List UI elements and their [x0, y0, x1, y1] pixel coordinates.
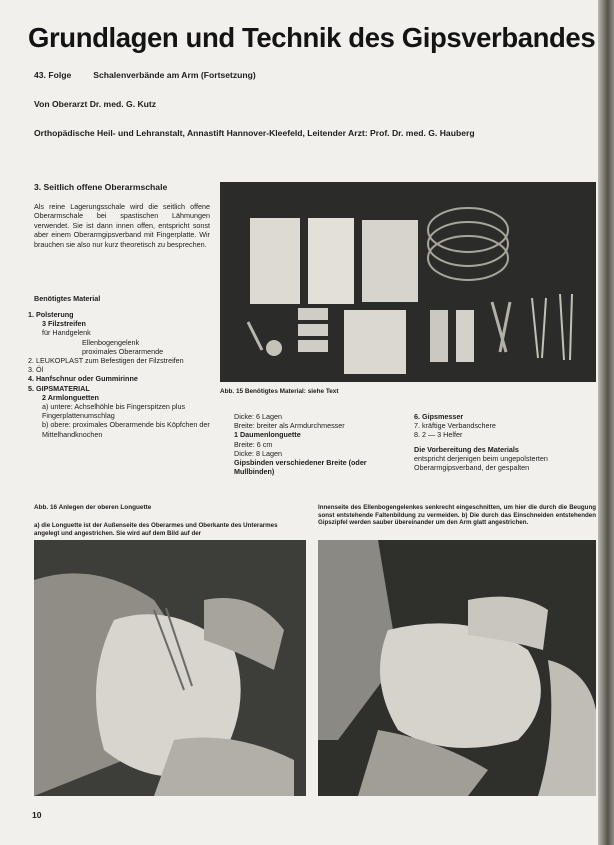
materials-continued [234, 412, 400, 476]
materials-heading: Benötigtes Material [34, 294, 101, 303]
series-number: 43. Folge [34, 70, 72, 80]
text-line: 7. kräftige Verbandschere [414, 421, 496, 431]
materials-item: 1. Polsterung [28, 310, 74, 319]
figure-16-caption: Abb. 16 Anlegen der oberen Longuette [34, 504, 152, 511]
figure-16a-photo [34, 540, 306, 796]
text-line: Dicke: 8 Lagen [234, 448, 282, 458]
text-line: 8. 2 — 3 Helfer [414, 430, 463, 440]
materials-item: 2 Armlonguetten [42, 392, 99, 402]
materials-photo-image [220, 182, 596, 382]
text-line: Dicke: 6 Lagen [234, 412, 282, 421]
institution-line: Orthopädische Heil- und Lehranstalt, Annastift Hannover-Kleefeld, Leitender Arzt: Prof. Dr. med. G. Hauberg [34, 128, 475, 138]
figure-16a-image [34, 540, 306, 796]
figure-15-caption: Abb. 15 Benötigtes Material: siehe Text [220, 388, 339, 395]
materials-item: b) obere: proximales Oberarmende bis Köpfchen der Mittelhandknochen [42, 420, 210, 439]
materials-item: 3 Filzstreifen [42, 319, 86, 329]
materials-right-column [414, 412, 598, 472]
section-heading: 3. Seitlich offene Oberarmschale [34, 182, 168, 192]
figure-16b-image [318, 540, 596, 796]
page-number: 10 [32, 810, 42, 820]
materials-item: 4. Hanfschnur oder Gummirinne [28, 374, 138, 384]
materials-item: a) untere: Achselhöhle bis Fingerspitzen plus Fingerplattenumschlag [42, 402, 186, 421]
figure-16-caption-a: a) die Longuette ist der Außenseite des Oberarmes und Oberkante des Unterarmes angelegt und angestrichen. Sie wird auf dem Bild auf der [34, 522, 278, 537]
text-line: 1 Daumenlonguette [234, 430, 301, 440]
text-line: 6. Gipsmesser [414, 412, 464, 421]
text-line: entspricht derjenigen beim ungepolsterten Oberarmgipsverband, der gespalten [414, 453, 548, 473]
text-line: Breite: 6 cm [234, 439, 273, 449]
subheading: Die Vorbereitung des Materials [414, 444, 519, 454]
materials-item: proximales Oberarmende [82, 346, 164, 356]
materials-photo [220, 182, 596, 382]
figure-16b-photo [318, 540, 596, 796]
materials-item: 3. Öl [28, 365, 44, 375]
series-line [34, 70, 256, 80]
text-line: Breite: breiter als Armdurchmesser [234, 421, 345, 431]
materials-item: Ellenbogengelenk [82, 337, 140, 347]
materials-item: 5. GIPSMATERIAL [28, 383, 90, 393]
author-line: Von Oberarzt Dr. med. G. Kutz [34, 99, 157, 109]
page-title: Grundlagen und Technik des Gipsverbandes [28, 22, 596, 53]
figure-16-caption-b: Innenseite des Ellenbogengelenkes senkrecht eingeschnitten, um hier die durch die Beugung sonst entstehende Faltenbildung zu vermeiden. b) Die durch das Einschneiden entstehenden Gipszipfel werden sauber übereinander um den Arm glatt angestrichen. [318, 504, 596, 527]
scan-edge [598, 0, 614, 845]
materials-list [28, 310, 212, 439]
intro-paragraph: Als reine Lagerungsschale wird die seitlich offene Oberarmschale bei spastischen Lähmungen verwendet. Sie ist dann innen offen, entspricht sonst aber einem Oberarmgipsverband mit Fingerplatte. Wir brauchen sie also nur kurz theoretisch zu besprechen. [34, 202, 210, 249]
series-topic: Schalenverbände am Arm (Fortsetzung) [93, 70, 256, 80]
materials-item: für Handgelenk [42, 328, 91, 338]
text-line: Gipsbinden verschiedener Breite (oder Mullbinden) [234, 458, 367, 477]
materials-item: 2. LEUKOPLAST zum Befestigen der Filzstreifen [28, 356, 184, 366]
